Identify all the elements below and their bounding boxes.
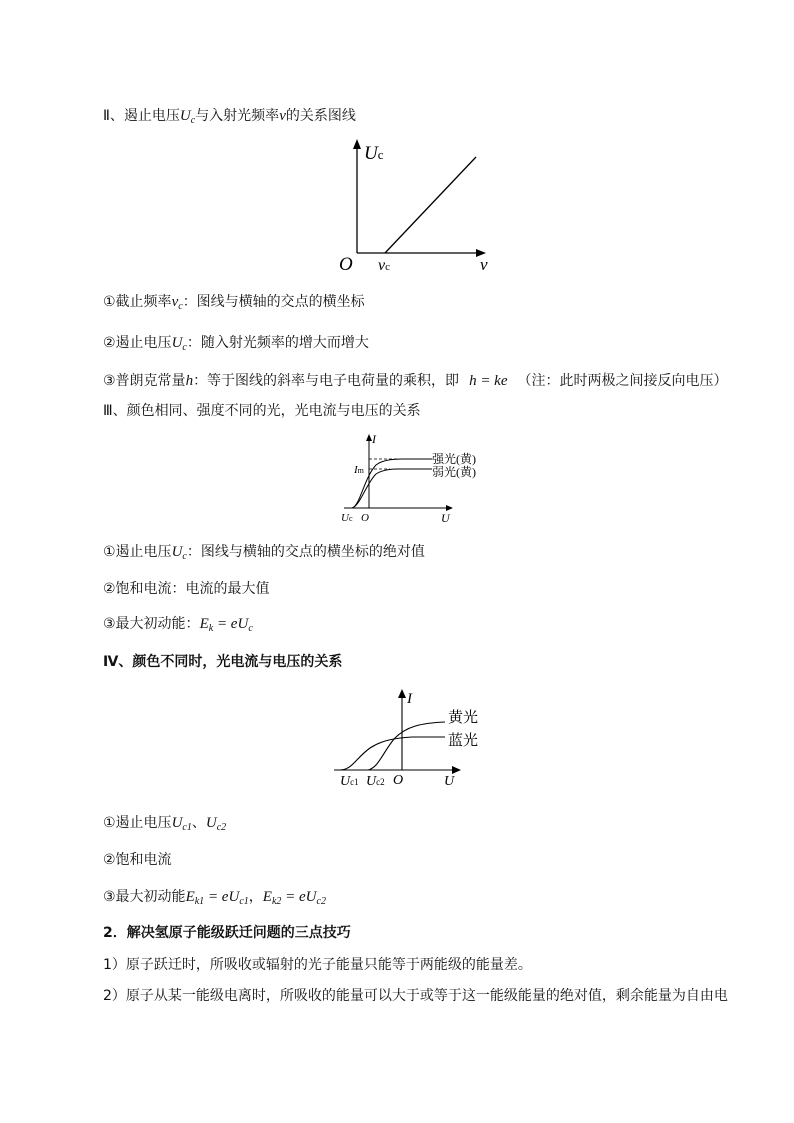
section2-item3: ③普朗克常量h：等于图线的斜率与电子电荷量的乘积，即 h = ke （注：此时两极之间接反向电压） <box>103 373 728 389</box>
yellow-light-label: 黄光 <box>448 710 479 726</box>
section3-item3: ③最大初动能：$E_k = eU_c$ <box>103 616 253 634</box>
graph-origin: O <box>339 254 353 275</box>
uc-label: Uc <box>341 512 353 524</box>
section3-item1: ①遏止电压$U_c$：图线与横轴的交点的横坐标的绝对值 <box>103 544 425 562</box>
blue-light-label: 蓝光 <box>448 733 479 749</box>
graph-origin: O <box>361 512 369 524</box>
graph-x-tick: νc <box>378 257 390 274</box>
part2-paragraph-1: 1）原子跃迁时，所吸收或辐射的光子能量只能等于两能级的能量差。 <box>103 957 532 973</box>
section4-item3: ③最大初动能$E_{k1} = eU_{c1}$，$E_{k2} = eU_{c2}$ <box>103 889 326 907</box>
graph-x-label: U <box>444 774 455 789</box>
uc-vs-frequency-graph <box>330 135 500 275</box>
graph-y-label: I <box>407 691 412 707</box>
graph-x-label: U <box>441 511 450 525</box>
graph-y-label: I <box>372 432 376 446</box>
weak-light-label: 弱光(黄) <box>432 465 476 479</box>
graph-origin: O <box>393 773 404 788</box>
section4-title: Ⅳ、颜色不同时，光电流与电压的关系 <box>103 654 343 670</box>
uc1-label: Uc1 <box>340 774 359 789</box>
graph-x-label: ν <box>480 255 488 274</box>
color-iv-graph <box>330 686 505 792</box>
section3-item2: ②饱和电流：电流的最大值 <box>103 581 270 597</box>
strong-light-label: 强光(黄) <box>432 452 476 466</box>
part2-heading: 2．解决氢原子能级跃迁问题的三点技巧 <box>103 925 351 941</box>
section2-item1: ①截止频率$\nu_c$：图线与横轴的交点的横坐标 <box>103 294 365 312</box>
intensity-iv-graph <box>336 432 496 528</box>
section4-item2: ②饱和电流 <box>103 852 172 868</box>
section2-title: Ⅱ、遏止电压$U_c$与入射光频率ν的关系图线 <box>103 108 356 126</box>
section3-title: Ⅲ、颜色相同、强度不同的光，光电流与电压的关系 <box>103 403 421 419</box>
part2-paragraph-2: 2）原子从某一能级电离时，所吸收的能量可以大于或等于这一能级能量的绝对值，剩余能量为自由电 <box>103 988 728 1004</box>
section4-item1: ①遏止电压$U_{c1}$、$U_{c2}$ <box>103 815 227 833</box>
graph-y-label: Uc <box>364 143 384 164</box>
section2-item2: ②遏止电压$U_c$：随入射光频率的增大而增大 <box>103 335 369 353</box>
im-label: Im <box>354 464 364 476</box>
uc2-label: Uc2 <box>366 774 385 789</box>
